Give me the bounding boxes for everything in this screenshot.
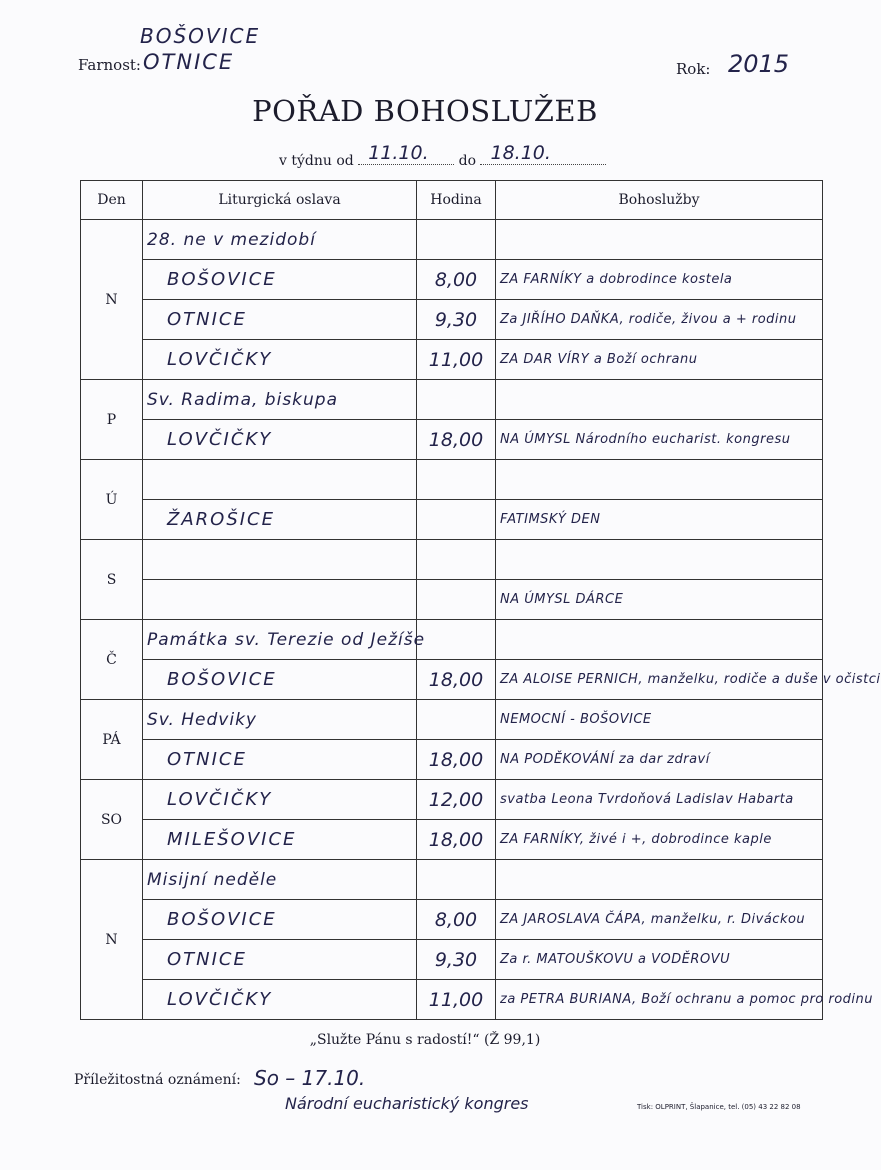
liturgy-cell — [143, 460, 417, 500]
hour-cell: 18,00 — [417, 740, 496, 780]
hour-cell: 11,00 — [417, 340, 496, 380]
hour-cell: 8,00 — [417, 900, 496, 940]
liturgy-cell: Památka sv. Terezie od Ježíše — [143, 620, 417, 660]
table-row — [81, 460, 823, 500]
farnost-handwritten: OTNICE — [143, 50, 235, 74]
hour-cell: 9,30 — [417, 300, 496, 340]
table-row — [81, 300, 823, 340]
service-cell: NA ÚMYSL DÁRCE — [496, 580, 823, 620]
notice-handwritten-line2: Národní eucharistický kongres — [285, 1094, 529, 1113]
day-cell: SO — [81, 780, 143, 860]
schedule-table — [80, 180, 881, 1020]
table-row — [81, 700, 823, 740]
service-cell — [496, 860, 823, 900]
header-liturgicka-oslava: Liturgická oslava — [143, 181, 417, 220]
liturgy-cell: Sv. Hedviky — [143, 700, 417, 740]
hour-cell — [417, 620, 496, 660]
service-cell: Za JIŘÍHO DAŇKA, rodiče, živou a + rodinu — [496, 300, 823, 340]
service-cell: za PETRA BURIANA, Boží ochranu a pomoc pro rodinu — [496, 980, 823, 1020]
service-cell — [496, 220, 823, 260]
table-row — [81, 580, 823, 620]
rok-label: Rok: — [676, 60, 711, 78]
liturgy-cell: 28. ne v mezidobí — [143, 220, 417, 260]
week-to-field — [480, 142, 606, 165]
service-cell: ZA ALOISE PERNICH, manželku, rodiče a duše v očistci — [496, 660, 823, 700]
table-row — [81, 980, 823, 1020]
hour-cell — [417, 860, 496, 900]
schedule-body — [81, 220, 881, 1020]
day-cell: N — [81, 220, 143, 380]
motto: „Služte Pánu s radostí!“ (Ž 99,1) — [309, 1032, 541, 1048]
day-cell: P — [81, 380, 143, 460]
table-header-row — [81, 181, 823, 220]
table-row — [81, 540, 823, 580]
hour-cell: 11,00 — [417, 980, 496, 1020]
header-bohosluzby: Bohoslužby — [496, 181, 823, 220]
table-row — [81, 340, 823, 380]
service-cell — [496, 380, 823, 420]
liturgy-cell: MILEŠOVICE — [143, 820, 417, 860]
liturgy-cell: Misijní neděle — [143, 860, 417, 900]
hour-cell — [417, 540, 496, 580]
day-cell: N — [81, 860, 143, 1020]
hour-cell — [417, 220, 496, 260]
table-row — [81, 820, 823, 860]
week-range — [279, 142, 606, 169]
week-from-field — [358, 142, 454, 165]
liturgy-cell: LOVČIČKY — [143, 980, 417, 1020]
service-cell: NA PODĚKOVÁNÍ za dar zdraví — [496, 740, 823, 780]
table-row — [81, 500, 823, 540]
week-from-label: v týdnu od — [279, 153, 354, 169]
hour-cell: 18,00 — [417, 820, 496, 860]
service-cell: svatba Leona Tvrdoňová Ladislav Habarta — [496, 780, 823, 820]
hour-cell — [417, 580, 496, 620]
service-cell: FATIMSKÝ DEN — [496, 500, 823, 540]
table-row — [81, 620, 823, 660]
table-row — [81, 900, 823, 940]
farnost-label: Farnost: — [78, 56, 141, 74]
service-cell: ZA FARNÍKY a dobrodince kostela — [496, 260, 823, 300]
hour-cell: 18,00 — [417, 660, 496, 700]
liturgy-cell: BOŠOVICE — [143, 260, 417, 300]
parish-handwritten-top: BOŠOVICE — [140, 24, 261, 48]
hour-cell — [417, 460, 496, 500]
hour-cell: 9,30 — [417, 940, 496, 980]
service-cell: NA ÚMYSL Národního eucharist. kongresu — [496, 420, 823, 460]
day-cell: Č — [81, 620, 143, 700]
week-to-handwritten: 18.10. — [490, 142, 551, 164]
week-from-handwritten: 11.10. — [368, 142, 429, 164]
hour-cell — [417, 380, 496, 420]
service-cell: Za r. MATOUŠKOVU a VODĚROVU — [496, 940, 823, 980]
table-row — [81, 740, 823, 780]
hour-cell — [417, 500, 496, 540]
liturgy-cell: OTNICE — [143, 940, 417, 980]
table-row — [81, 380, 823, 420]
liturgy-cell: LOVČIČKY — [143, 340, 417, 380]
header-hodina: Hodina — [417, 181, 496, 220]
hour-cell — [417, 700, 496, 740]
week-to-label: do — [458, 153, 477, 169]
day-cell: PÁ — [81, 700, 143, 780]
liturgy-cell — [143, 580, 417, 620]
day-cell: S — [81, 540, 143, 620]
table-row — [81, 420, 823, 460]
table-row — [81, 860, 823, 900]
hour-cell: 18,00 — [417, 420, 496, 460]
liturgy-cell: OTNICE — [143, 300, 417, 340]
liturgy-cell: ŽAROŠICE — [143, 500, 417, 540]
page-title: POŘAD BOHOSLUŽEB — [252, 94, 598, 128]
liturgy-cell: LOVČIČKY — [143, 780, 417, 820]
liturgy-cell: OTNICE — [143, 740, 417, 780]
table-row — [81, 220, 823, 260]
header-den: Den — [81, 181, 143, 220]
service-cell — [496, 460, 823, 500]
table-row — [81, 940, 823, 980]
liturgy-cell: LOVČIČKY — [143, 420, 417, 460]
liturgy-cell: BOŠOVICE — [143, 660, 417, 700]
service-cell: NEMOCNÍ - BOŠOVICE — [496, 700, 823, 740]
service-cell: ZA FARNÍKY, živé i +, dobrodince kaple — [496, 820, 823, 860]
table-row — [81, 260, 823, 300]
day-cell: Ú — [81, 460, 143, 540]
printer-imprint: Tisk: OLPRINT, Šlapanice, tel. (05) 43 22 82 08 — [637, 1103, 801, 1111]
table-row — [81, 660, 823, 700]
liturgy-cell: Sv. Radima, biskupa — [143, 380, 417, 420]
notice-handwritten-line1: So – 17.10. — [254, 1066, 366, 1090]
service-cell: ZA JAROSLAVA ČÁPA, manželku, r. Diváckou — [496, 900, 823, 940]
liturgy-cell: BOŠOVICE — [143, 900, 417, 940]
table-row — [81, 780, 823, 820]
rok-handwritten: 2015 — [728, 50, 790, 78]
hour-cell: 8,00 — [417, 260, 496, 300]
notice-label: Příležitostná oznámení: — [74, 1072, 241, 1088]
service-cell — [496, 620, 823, 660]
hour-cell: 12,00 — [417, 780, 496, 820]
liturgy-cell — [143, 540, 417, 580]
service-cell: ZA DAR VÍRY a Boží ochranu — [496, 340, 823, 380]
service-cell — [496, 540, 823, 580]
